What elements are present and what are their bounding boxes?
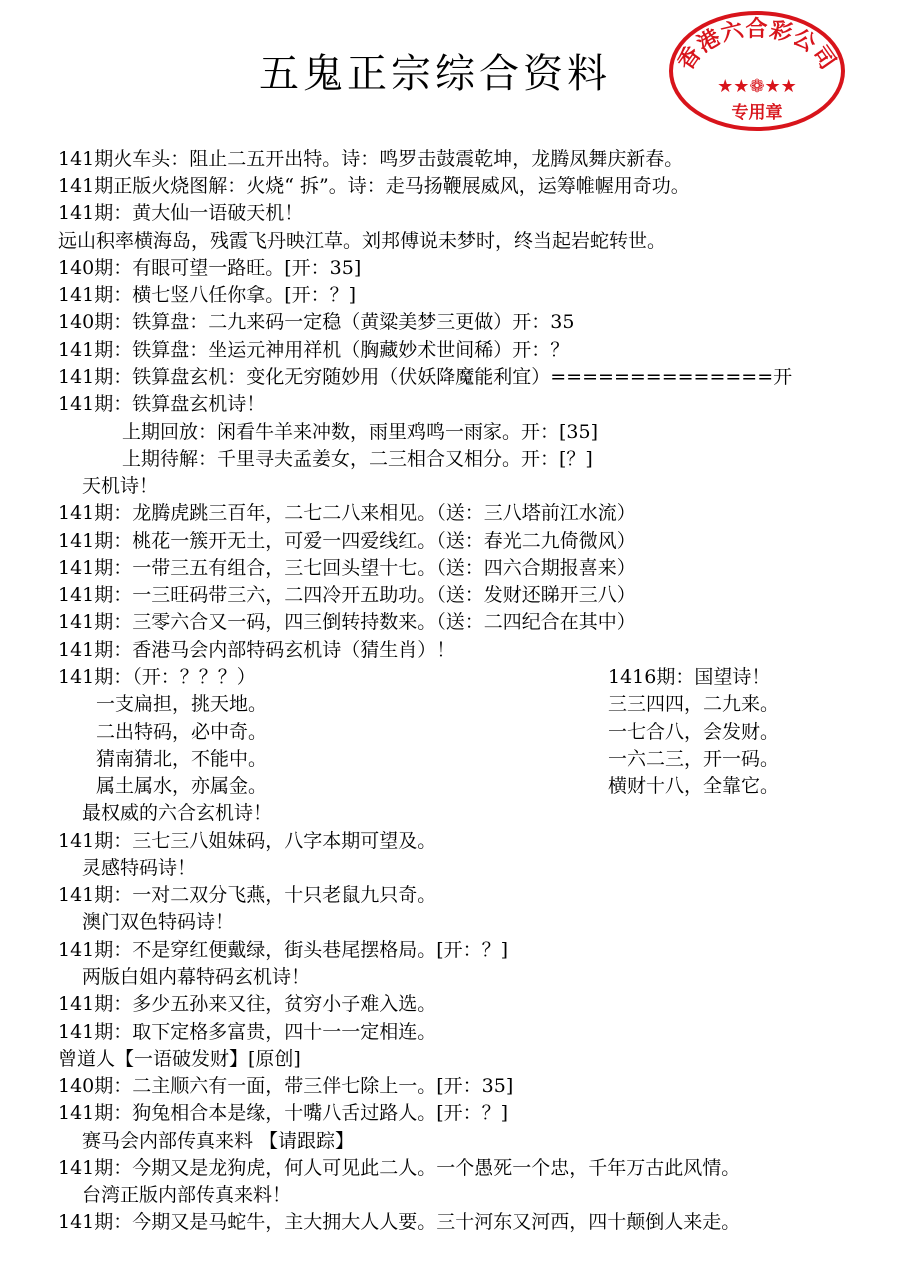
text-line: 141期：龙腾虎跳三百年，二七二八来相见。（送：三八塔前江水流） [58, 502, 636, 524]
text-line: 141期正版火烧图解：火烧“ 拆”。诗：走马扬鞭展威风，运筹帷幄用奇功。 [58, 175, 690, 197]
text-line: 141期：今期又是马蛇牛，主大拥大人人要。三十河东又河西，四十颠倒人来走。 [58, 1211, 741, 1233]
section-heading: 台湾正版内部传真来料！ [82, 1184, 292, 1206]
text-line: 141期：狗兔相合本是缘，十嘴八舌过路人。[开：？] [58, 1102, 509, 1124]
text-line: 141期：黄大仙一语破天机！ [58, 202, 304, 224]
text-line: 141期：铁算盘玄机诗！ [58, 393, 266, 415]
text-line: 140期：二主顺六有一面，带三伴七除上一。[开：35] [58, 1075, 514, 1097]
text-line: 140期：铁算盘：二九来码一定稳（黄粱美梦三更做）开：35 [58, 311, 575, 333]
text-line: 141期：桃花一簇开无土，可爱一四爱线红。（送：春光二九倚微风） [58, 530, 636, 552]
text-line: 141期：一三旺码带三六，二四冷开五助功。（送：发财还睇开三八） [58, 584, 636, 606]
section-heading: 赛马会内部传真来料 【请跟踪】 [82, 1130, 355, 1152]
text-line: 141期：香港马会内部特码玄机诗（猜生肖）！ [58, 639, 456, 661]
svg-text:香港六合彩公司: 香港六合彩公司 [673, 16, 841, 75]
section-heading: 天机诗！ [82, 475, 159, 497]
poem-line: 一支扁担，挑天地。 [96, 693, 268, 715]
text-line: 上期待解：千里寻夫孟姜女，二三相合又相分。开：[？] [122, 448, 593, 470]
section-heading: 澳门双色特码诗！ [82, 911, 235, 933]
text-line: 141期：一对二双分飞燕，十只老鼠九只奇。 [58, 884, 437, 906]
text-line: 141期：今期又是龙狗虎，何人可见此二人。一个愚死一个忠，千年万古此风情。 [58, 1157, 741, 1179]
section-heading: 两版白姐内幕特码玄机诗！ [82, 966, 311, 988]
right-poem-line: 一六二三，开一码。 [608, 748, 780, 770]
svg-text:专用章: 专用章 [731, 103, 783, 123]
text-line: 141期：铁算盘玄机：变化无穷随妙用（伏妖降魔能利宜）==============开 [58, 366, 793, 388]
text-line: 上期回放：闲看牛羊来冲数，雨里鸡鸣一雨家。开：[35] [122, 421, 599, 443]
svg-text:★★❁★★: ★★❁★★ [717, 76, 797, 97]
text-line: 141期：（开：？？？） [58, 666, 256, 688]
poem-line: 猜南猜北，不能中。 [96, 748, 268, 770]
right-poem-line: 横财十八，全靠它。 [608, 775, 780, 797]
text-line: 141期：三七三八姐妹码，八字本期可望及。 [58, 830, 437, 852]
page-title: 五鬼正宗综合资料 [259, 51, 611, 97]
text-line: 141期：多少五孙来又往，贫穷小子难入选。 [58, 993, 437, 1015]
text-line: 141期：铁算盘：坐运元神用祥机（胸藏妙术世间稀）开：？ [58, 339, 570, 361]
section-heading: 曾道人【一语破发财】[原创] [58, 1048, 301, 1070]
poem-line: 属土属水，亦属金。 [96, 775, 268, 797]
text-line: 141期：三零六合又一码，四三倒转持数来。（送：二四纪合在其中） [58, 611, 636, 633]
right-poem-title: 1416期：国望诗！ [608, 666, 771, 688]
company-seal-stamp [666, 8, 848, 134]
poem-line: 二出特码，必中奇。 [96, 721, 268, 743]
text-line: 141期：一带三五有组合，三七回头望十七。（送：四六合期报喜来） [58, 557, 636, 579]
section-heading: 灵感特码诗！ [82, 857, 197, 879]
text-line: 141期：不是穿红便戴绿，街头巷尾摆格局。[开：？] [58, 939, 509, 961]
text-line: 141期：横七竖八任你拿。[开：？] [58, 284, 357, 306]
text-line: 140期：有眼可望一路旺。[开：35] [58, 257, 362, 279]
text-line: 远山积率横海岛，残霞飞丹映江草。刘邦傅说未梦时，终当起岩蛇转世。 [58, 230, 667, 252]
right-poem-line: 一七合八，会发财。 [608, 721, 780, 743]
text-line: 141期：取下定格多富贵，四十一一定相连。 [58, 1021, 437, 1043]
section-heading: 最权威的六合玄机诗！ [82, 802, 273, 824]
right-poem-line: 三三四四，二九来。 [608, 693, 780, 715]
text-line: 141期火车头：阻止二五开出特。诗：鸣罗击鼓震乾坤，龙腾凤舞庆新春。 [58, 148, 684, 170]
